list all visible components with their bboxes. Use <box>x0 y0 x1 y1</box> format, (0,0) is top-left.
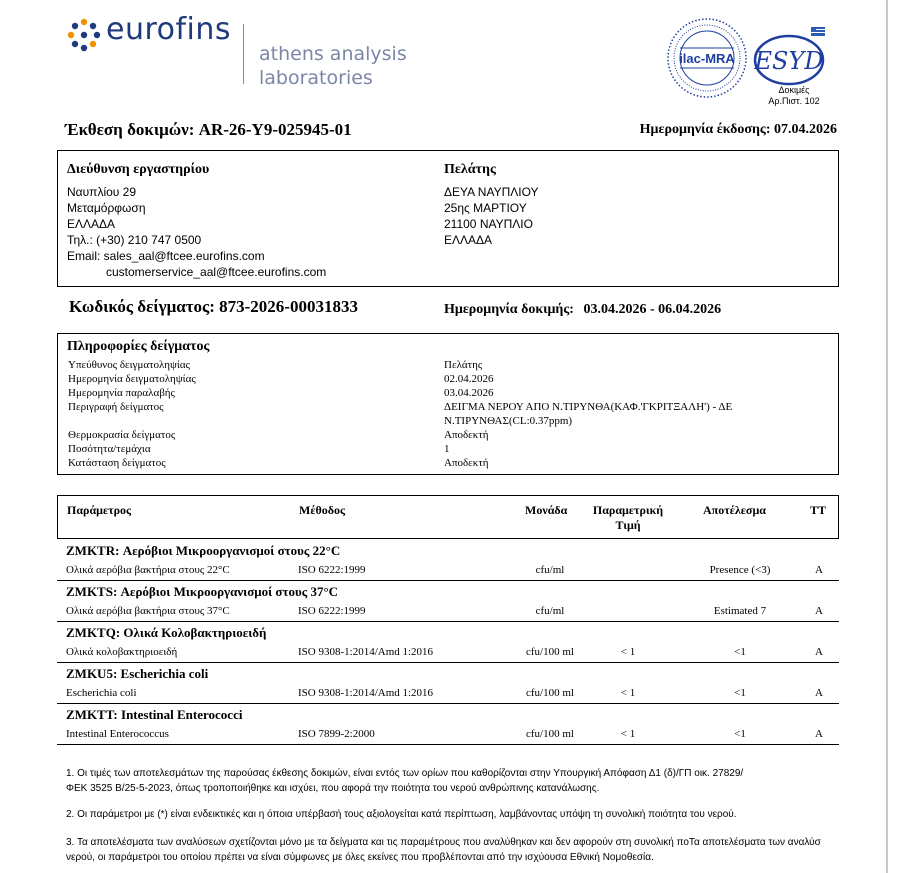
result-method: ISO 6222:1999 <box>298 564 366 576</box>
logo-separator <box>243 24 244 84</box>
sample-info-label: Περιγραφή δείγματος <box>68 401 164 413</box>
lab-address-block <box>67 184 326 280</box>
sample-info-box <box>57 333 839 475</box>
lab-email-2[interactable]: customerservice_aal@ftcee.eurofins.com <box>106 265 327 279</box>
ilac-mra-text: ilac-MRA <box>679 51 735 66</box>
sample-info-value: Αποδεκτή <box>444 429 489 441</box>
test-date <box>444 302 721 318</box>
brand-logo-text: eurofins <box>106 12 232 47</box>
result-param: Ολικά αερόβια βακτήρια στους 37°C <box>66 605 230 617</box>
note-1-line2: ΦΕΚ 3525 Β/25-5-2023, όπως τροποποιήθηκε και ισχύει, που αφορά την ποιότητα του νερού ανθρώπινης κατανάλωσης. <box>66 783 600 794</box>
result-method: ISO 6222:1999 <box>298 605 366 617</box>
client-address-block <box>444 184 539 248</box>
lab-address-line: ΕΛΛΑΔΑ <box>67 217 116 231</box>
ilac-mra-seal-icon <box>666 17 748 99</box>
esyd-text: ESYD <box>754 47 824 75</box>
sample-info-value: ΔΕΙΓΜΑ ΝΕΡΟΥ ΑΠΟ Ν.ΤΙΡΥΝΘΑ(ΚΑΦ.'ΓΚΡΙΤΞΑΛΗ') - ΔΕ <box>444 401 733 413</box>
result-parametric-value: < 1 <box>620 728 636 740</box>
esyd-caption-line2: Αρ.Πιστ. 102 <box>768 96 820 106</box>
result-value: <1 <box>734 646 746 658</box>
sample-info-values <box>444 358 834 470</box>
lab-name <box>259 42 407 90</box>
sample-info-label: Ποσότητα/τεμάχια <box>68 443 151 455</box>
col-header-result: Αποτέλεσμα <box>703 503 766 517</box>
sample-info-value: 02.04.2026 <box>444 373 494 385</box>
note-3-line1: 3. Τα αποτελέσματα των αναλύσεων σχετίζονται μόνο με τα δείγματα και τις παραμέτρους που αναλύθηκαν και δεν αφορούν στη συνολική ποΤα αποτελέσματα των αναλύσ <box>66 837 821 848</box>
row-divider <box>57 621 839 622</box>
result-parametric-value: < 1 <box>620 687 636 699</box>
client-line: 25ης ΜΑΡΤΙΟΥ <box>444 201 527 215</box>
col-header-parameter: Παράμετρος <box>67 503 132 517</box>
col-header-tt: ΤΤ <box>810 503 827 517</box>
sample-info-value: 03.04.2026 <box>444 387 494 399</box>
sample-info-label: Κατάσταση δείγματος <box>68 457 166 469</box>
lab-address-heading: Διεύθυνση εργαστηρίου <box>67 162 210 177</box>
eurofins-dots-logo-icon <box>66 17 102 53</box>
result-unit: cfu/100 ml <box>526 687 574 699</box>
issue-date: Ημερομηνία έκδοσης: 07.04.2026 <box>639 122 837 137</box>
esyd-caption <box>758 85 830 107</box>
result-tt: A <box>815 646 823 658</box>
result-group-title: ZMKTR: Αερόβιοι Μικροοργανισμοί στους 22°C <box>66 543 341 558</box>
col-header-parametric-value-line1: Παραμετρική <box>592 503 664 517</box>
lab-phone: Τηλ.: (+30) 210 747 0500 <box>67 233 202 247</box>
test-date-value: 03.04.2026 - 06.04.2026 <box>583 302 722 317</box>
sample-info-value: Αποδεκτή <box>444 457 489 469</box>
result-tt: A <box>815 605 823 617</box>
sample-info-label: Υπεύθυνος δειγματοληψίας <box>68 359 191 371</box>
sample-code: Κωδικός δείγματος: 873-2026-00031833 <box>69 297 358 316</box>
result-value: Estimated 7 <box>713 605 767 617</box>
row-divider <box>57 703 839 704</box>
result-value: Presence (<3) <box>709 564 771 576</box>
result-tt: A <box>815 728 823 740</box>
client-line: 21100 ΝΑΥΠΛΙΟ <box>444 217 533 231</box>
result-group-title: ZMKU5: Escherichia coli <box>66 666 209 681</box>
scrollbar-divider <box>886 0 888 873</box>
note-1-line1: 1. Οι τιμές των αποτελεσμάτων της παρούσας έκθεσης δοκιμών, είναι εντός των ορίων που καθορίζονται στην Υπουργική Απόφαση Δ1 (δ)/ΓΠ οικ. 27829/ <box>66 768 744 779</box>
result-unit: cfu/100 ml <box>526 646 574 658</box>
result-unit: cfu/ml <box>535 564 565 576</box>
address-client-box <box>57 150 839 287</box>
lab-email[interactable]: Email: sales_aal@ftcee.eurofins.com <box>67 249 265 263</box>
col-header-unit: Μονάδα <box>525 503 568 517</box>
row-divider <box>57 662 839 663</box>
sample-info-value: Πελάτης <box>444 359 483 371</box>
result-parametric-value: < 1 <box>620 646 636 658</box>
row-divider <box>57 580 839 581</box>
test-date-label: Ημερομηνία δοκιμής: <box>444 302 574 317</box>
col-header-parametric-value-line2: Τιμή <box>615 518 641 532</box>
results-table-header <box>57 495 839 539</box>
result-method: ISO 9308-1:2014/Amd 1:2016 <box>298 687 434 699</box>
client-heading: Πελάτης <box>444 162 496 177</box>
result-group-title: ZMKTT: Intestinal Enterococci <box>66 707 243 722</box>
result-method: ISO 7899-2:2000 <box>298 728 375 740</box>
note-2: 2. Οι παράμετροι με (*) είναι ενδεικτικές και η όποια υπέρβασή τους αξιολογείται κατά περίπτωση, λαμβάνοντας υπόψη τη συνολική ποιότητα του νερού. <box>66 809 737 820</box>
sample-info-labels <box>68 358 438 470</box>
result-value: <1 <box>734 687 746 699</box>
col-header-method: Μέθοδος <box>299 503 346 517</box>
result-param: Ολικά κολοβακτηριοειδή <box>66 646 178 658</box>
result-method: ISO 9308-1:2014/Amd 1:2016 <box>298 646 434 658</box>
result-tt: A <box>815 564 823 576</box>
note-1 <box>66 766 896 796</box>
result-param: Ολικά αερόβια βακτήρια στους 22°C <box>66 564 230 576</box>
sample-info-value: 1 <box>444 443 450 455</box>
sample-info-heading: Πληροφορίες δείγματος <box>67 339 210 354</box>
lab-name-line2: laboratories <box>259 67 373 89</box>
client-line: ΕΛΛΑΔΑ <box>444 233 493 247</box>
result-tt: A <box>815 687 823 699</box>
report-title: Έκθεση δοκιμών: AR-26-Y9-025945-01 <box>65 120 352 139</box>
esyd-caption-line1: Δοκιμές <box>778 85 810 95</box>
note-3 <box>66 835 884 865</box>
result-value: <1 <box>734 728 746 740</box>
note-3-line2: νερού, οι παράμετροι του οποίου πρέπει να είναι σύμφωνες με όλες εκείνες που προβλέπονται από την ισχύουσα Εθνική Νομοθεσία. <box>66 852 654 863</box>
result-param: Intestinal Enterococcus <box>66 728 169 740</box>
lab-address-line: Ναυπλίου 29 <box>67 185 137 199</box>
row-divider <box>57 744 839 745</box>
col-header-parametric-value <box>585 503 671 533</box>
result-group-title: ZMKTQ: Ολικά Κολοβακτηριοειδή <box>66 625 267 640</box>
sample-info-label: Ημερομηνία παραλαβής <box>68 387 175 399</box>
sample-info-value: Ν.ΤΙΡΥΝΘΑΣ(CL:0.37ppm) <box>444 415 573 427</box>
lab-name-line1: athens analysis <box>259 43 407 65</box>
result-param: Escherichia coli <box>66 687 137 699</box>
sample-info-label: Ημερομηνία δειγματοληψίας <box>68 373 196 385</box>
result-unit: cfu/100 ml <box>526 728 574 740</box>
esyd-seal-icon <box>753 25 833 87</box>
result-unit: cfu/ml <box>535 605 565 617</box>
client-line: ΔΕΥΑ ΝΑΥΠΛΙΟΥ <box>444 185 539 199</box>
result-group-title: ZMKTS: Αερόβιοι Μικροοργανισμοί στους 37°C <box>66 584 339 599</box>
sample-info-label: Θερμοκρασία δείγματος <box>68 429 176 441</box>
lab-address-line: Μεταμόρφωση <box>67 201 146 215</box>
